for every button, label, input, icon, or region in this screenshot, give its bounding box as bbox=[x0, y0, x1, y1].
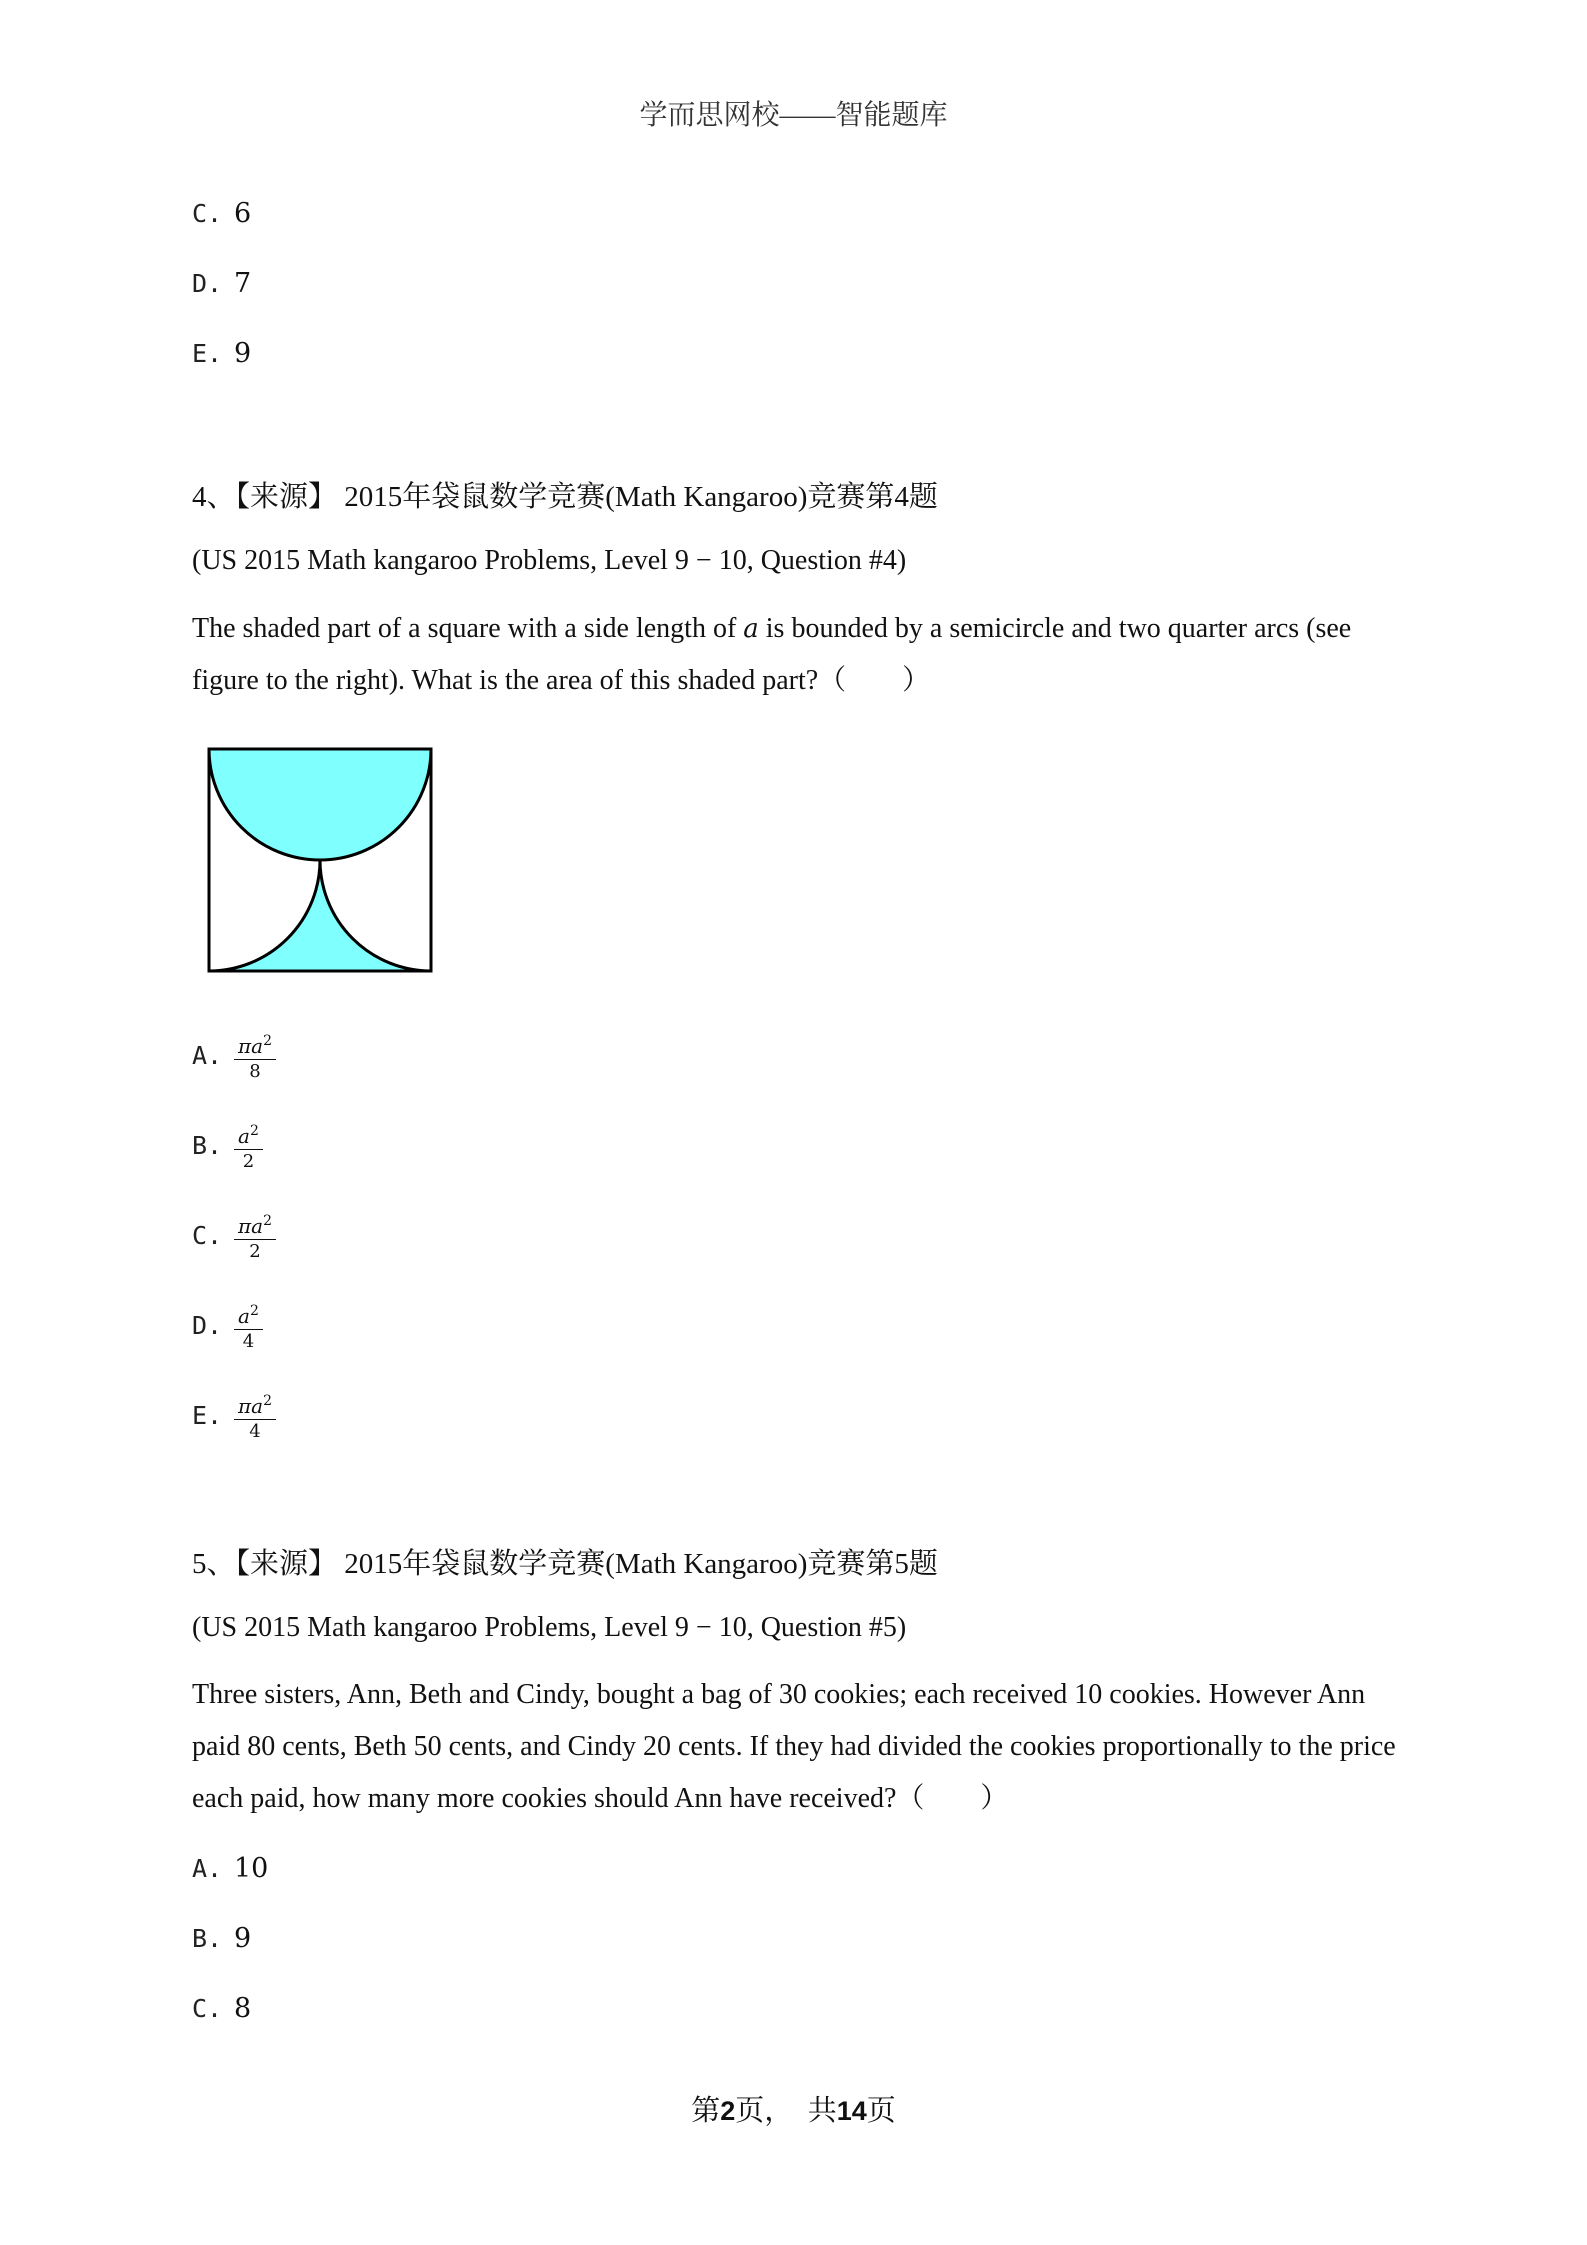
q4-option-c[interactable] bbox=[192, 1205, 276, 1265]
option-letter: C. bbox=[192, 1221, 223, 1250]
q5-question-text: Three sisters, Ann, Beth and Cindy, bought a bag of 30 cookies; each received 10 cookies. However Ann paid 80 cents, Beth 50 cents, and Cindy 20 cents. If they had divided the cookies proportionally to the price each paid, how many more cookies should Ann have received?（ ） bbox=[192, 1679, 1396, 1814]
option-letter: C. bbox=[192, 1994, 223, 2023]
fraction-denominator: 4 bbox=[242, 1331, 255, 1353]
option-letter: E. bbox=[192, 1401, 223, 1430]
q5-option-b[interactable] bbox=[192, 1918, 251, 1958]
option-letter: D. bbox=[192, 1311, 223, 1340]
fraction-numerator: $\pi a^2$ bbox=[234, 1214, 276, 1240]
q5-option-c[interactable] bbox=[192, 1988, 251, 2028]
q4-option-d[interactable] bbox=[192, 1295, 263, 1355]
fraction-denominator: 2 bbox=[242, 1151, 255, 1173]
fraction-denominator: 2 bbox=[249, 1241, 261, 1263]
footer-middle: 页， 共 bbox=[735, 2095, 837, 2127]
shaded-semicircle bbox=[209, 749, 431, 860]
q4-reference: (US 2015 Math kangaroo Problems, Level 9 − 10, Question #4) bbox=[192, 545, 907, 576]
option-letter: D. bbox=[192, 269, 223, 298]
footer-suffix: 页 bbox=[866, 2095, 896, 2127]
fraction-denominator: 8 bbox=[249, 1061, 261, 1083]
q5-reference: (US 2015 Math kangaroo Problems, Level 9 − 10, Question #5) bbox=[192, 1612, 907, 1643]
q4-source: 4、【来源】 2015年袋鼠数学竞赛(Math Kangaroo)竞赛第4题 bbox=[192, 481, 938, 513]
q5-source: 5、【来源】 2015年袋鼠数学竞赛(Math Kangaroo)竞赛第5题 bbox=[192, 1548, 938, 1580]
option-fraction bbox=[234, 1394, 276, 1441]
fraction-denominator: 4 bbox=[249, 1421, 261, 1443]
option-fraction bbox=[234, 1034, 276, 1081]
option-fraction bbox=[234, 1124, 263, 1171]
footer-prefix: 第 bbox=[691, 2095, 721, 2127]
fraction-numerator: $a^2$ bbox=[234, 1124, 263, 1150]
q4-text-part1: The shaded part of a square with a side length of bbox=[192, 613, 744, 644]
footer-total-pages: 14 bbox=[836, 2096, 867, 2126]
fraction-numerator: $a^2$ bbox=[234, 1304, 263, 1330]
fraction-numerator: $\pi a^2$ bbox=[234, 1034, 276, 1060]
q4-option-e[interactable] bbox=[192, 1385, 276, 1445]
page-footer bbox=[0, 2088, 1587, 2129]
prev-option-d[interactable] bbox=[192, 263, 251, 303]
option-letter: B. bbox=[192, 1924, 223, 1953]
prev-option-e[interactable] bbox=[192, 333, 251, 373]
q4-variable: a bbox=[743, 614, 759, 644]
option-value: 9 bbox=[234, 1923, 252, 1954]
q4-option-b[interactable] bbox=[192, 1115, 263, 1175]
option-letter: A. bbox=[192, 1854, 223, 1883]
option-letter: E. bbox=[192, 339, 223, 368]
option-value: 9 bbox=[234, 338, 252, 369]
q4-option-a[interactable] bbox=[192, 1025, 276, 1085]
option-value: 10 bbox=[234, 1853, 269, 1884]
page-header: 学而思网校——智能题库 bbox=[639, 100, 948, 131]
option-letter: B. bbox=[192, 1131, 223, 1160]
option-fraction bbox=[234, 1304, 263, 1351]
prev-option-c[interactable] bbox=[192, 193, 251, 233]
q4-figure bbox=[206, 746, 434, 974]
footer-page-number: 2 bbox=[720, 2096, 736, 2126]
option-value: 6 bbox=[234, 198, 252, 229]
option-letter: C. bbox=[192, 199, 223, 228]
fraction-numerator: $\pi a^2$ bbox=[234, 1394, 276, 1420]
option-value: 7 bbox=[234, 268, 252, 299]
option-letter: A. bbox=[192, 1041, 223, 1070]
q4-text-part2: is bounded by a semicircle and two quarter arcs (see figure to the right). What is the area of this shaded part?（ ） bbox=[192, 613, 1352, 696]
option-fraction bbox=[234, 1214, 276, 1261]
option-value: 8 bbox=[234, 1993, 252, 2024]
square-semicircle-figure bbox=[206, 746, 434, 974]
q5-option-a[interactable] bbox=[192, 1848, 268, 1888]
q4-question-text bbox=[192, 603, 1412, 707]
